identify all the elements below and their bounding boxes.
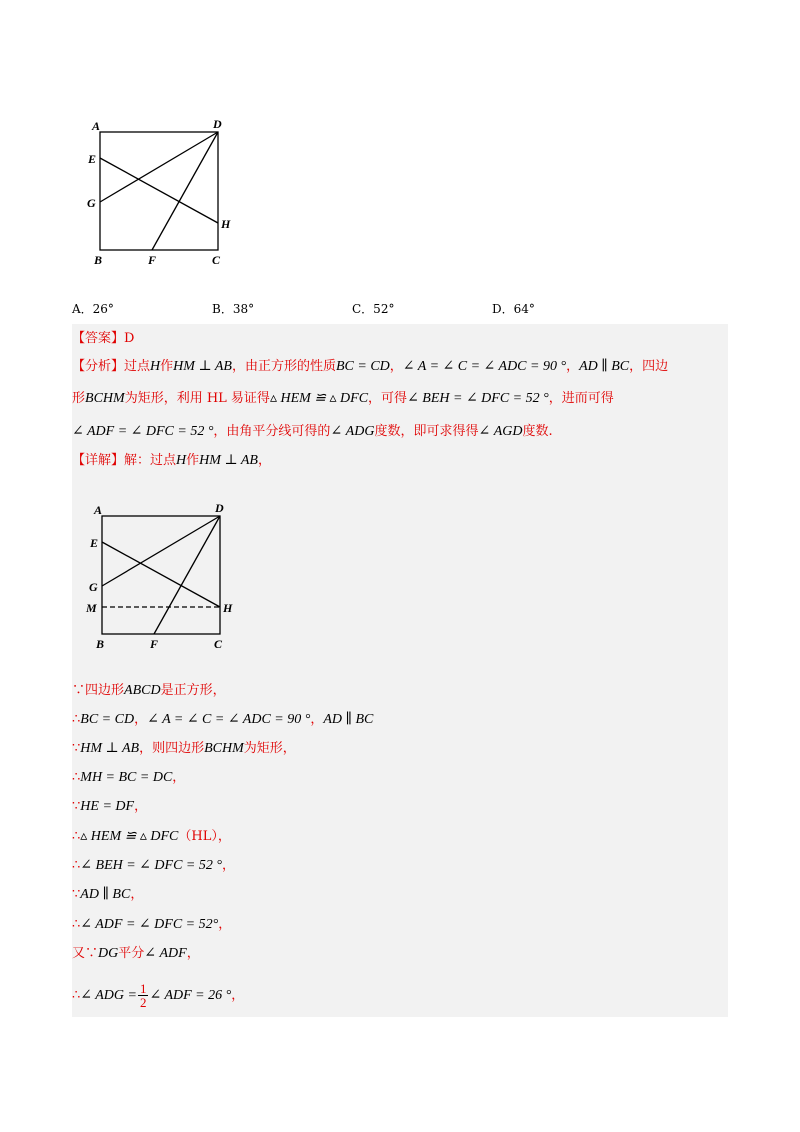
step-8 bbox=[72, 887, 143, 903]
text: 四边形 bbox=[85, 683, 125, 698]
step-4 bbox=[72, 770, 185, 786]
text: ， bbox=[231, 988, 245, 1003]
step-10 bbox=[72, 946, 200, 962]
math: ∠ ADG = bbox=[80, 988, 137, 1003]
segment-gd bbox=[100, 132, 218, 202]
label-h: H bbox=[221, 217, 231, 231]
analysis-line-1 bbox=[72, 359, 668, 375]
because-symbol: ∵ bbox=[72, 887, 81, 902]
math: ∠ ADF = ∠ DFC = 52 ° bbox=[72, 424, 214, 439]
text: ， bbox=[389, 359, 403, 374]
text: ， bbox=[172, 770, 186, 785]
segment-gd-2 bbox=[102, 516, 220, 586]
math: ABCD bbox=[124, 683, 161, 698]
text: ， bbox=[218, 917, 232, 932]
text: 度数. bbox=[522, 424, 553, 439]
math: BCHM bbox=[85, 391, 125, 406]
label-b: B bbox=[94, 253, 103, 267]
label-e: E bbox=[88, 152, 97, 166]
math: AD ∥ BC bbox=[80, 887, 131, 902]
text: 为矩形， bbox=[243, 741, 296, 756]
math: ∠ ADF = 26 ° bbox=[149, 988, 232, 1003]
choice-a: A．26° bbox=[72, 302, 114, 316]
label-b-2: B bbox=[96, 637, 105, 651]
analysis-line-2 bbox=[72, 391, 614, 407]
math: MH = BC = DC bbox=[80, 770, 173, 785]
segment-fd bbox=[152, 132, 218, 250]
math: AD ∥ BC bbox=[323, 712, 374, 727]
answer-line bbox=[72, 331, 134, 347]
label-f-2: F bbox=[150, 637, 159, 651]
math: HE = DF bbox=[80, 799, 135, 814]
detail-line-1 bbox=[72, 453, 271, 469]
math: ∠ ADF = ∠ DFC = 52° bbox=[80, 917, 219, 932]
step-5 bbox=[72, 799, 147, 815]
choice-b: B．38° bbox=[212, 302, 255, 316]
text: ， bbox=[257, 453, 271, 468]
text: ，则四边形 bbox=[139, 741, 205, 756]
text: 平分 bbox=[118, 946, 145, 961]
text: ， bbox=[310, 712, 324, 727]
therefore-symbol: ∴ bbox=[72, 988, 81, 1003]
analysis-tag: 【分析】 bbox=[72, 359, 125, 374]
math: ∠ AGD bbox=[478, 424, 523, 439]
text: 度数，即可求得得 bbox=[374, 424, 479, 439]
label-h-2: H bbox=[223, 601, 233, 615]
math: ▵ HEM ≌ ▵ DFC bbox=[80, 829, 179, 844]
fraction-half bbox=[138, 982, 149, 1009]
math: ∠ A = ∠ C = ∠ ADC = 90 ° bbox=[147, 712, 311, 727]
label-c-2: C bbox=[214, 637, 223, 651]
step-2 bbox=[72, 712, 373, 728]
label-d-2: D bbox=[215, 501, 224, 515]
text: ，进而可得 bbox=[548, 391, 614, 406]
math: H bbox=[150, 359, 161, 374]
answer-value: D bbox=[124, 331, 135, 346]
label-e-2: E bbox=[90, 536, 99, 550]
text: 又∵ bbox=[72, 946, 99, 961]
text: ， bbox=[134, 799, 148, 814]
label-c: C bbox=[212, 253, 221, 267]
text: 为矩形，利用 HL 易证得 bbox=[124, 391, 270, 406]
math: ▵ HEM ≌ ▵ DFC bbox=[269, 391, 369, 406]
geometry-figure-1 bbox=[80, 112, 250, 272]
therefore-symbol: ∴ bbox=[72, 858, 81, 873]
fraction-denominator: 2 bbox=[139, 995, 147, 1010]
label-g-2: G bbox=[89, 580, 98, 594]
therefore-symbol: ∴ bbox=[72, 712, 81, 727]
math: HM ⊥ AB bbox=[173, 359, 232, 374]
text: 作 bbox=[186, 453, 200, 468]
step-11 bbox=[72, 982, 244, 1009]
math: HM ⊥ AB bbox=[199, 453, 258, 468]
text: ， bbox=[221, 858, 235, 873]
math: ∠ ADG bbox=[330, 424, 375, 439]
because-symbol: ∵ bbox=[72, 799, 81, 814]
math: HM ⊥ AB bbox=[80, 741, 140, 756]
because-symbol: ∵ bbox=[72, 741, 81, 756]
math: BC = CD bbox=[335, 359, 390, 374]
math: DG bbox=[98, 946, 119, 961]
therefore-symbol: ∴ bbox=[72, 917, 81, 932]
math: BC = CD bbox=[80, 712, 135, 727]
text: ， bbox=[186, 946, 200, 961]
math: ∠ ADF bbox=[144, 946, 187, 961]
math: ∠ A = ∠ C = ∠ ADC = 90 ° bbox=[402, 359, 567, 374]
text: ，由正方形的性质 bbox=[231, 359, 336, 374]
text: 作 bbox=[160, 359, 174, 374]
label-a-2: A bbox=[94, 503, 103, 517]
step-6 bbox=[72, 829, 231, 845]
label-f: F bbox=[148, 253, 157, 267]
answer-tag: 【答案】 bbox=[72, 331, 125, 346]
text: （HL）， bbox=[178, 829, 231, 844]
analysis-line-3 bbox=[72, 424, 553, 440]
therefore-symbol: ∴ bbox=[72, 829, 81, 844]
label-d: D bbox=[213, 117, 222, 131]
text: 解：过点 bbox=[124, 453, 177, 468]
math: AD ∥ BC bbox=[579, 359, 630, 374]
step-1 bbox=[72, 683, 226, 699]
therefore-symbol: ∴ bbox=[72, 770, 81, 785]
text: 是正方形， bbox=[160, 683, 226, 698]
detail-tag: 【详解】 bbox=[72, 453, 125, 468]
label-a: A bbox=[92, 119, 101, 133]
text: ，可得 bbox=[368, 391, 408, 406]
math: ∠ BEH = ∠ DFC = 52 ° bbox=[80, 858, 222, 873]
fraction-numerator: 1 bbox=[139, 981, 147, 996]
step-3 bbox=[72, 741, 296, 757]
step-7 bbox=[72, 858, 235, 874]
text: ， bbox=[566, 359, 580, 374]
choice-d: D．64° bbox=[492, 302, 535, 316]
math: H bbox=[176, 453, 187, 468]
math: ∠ BEH = ∠ DFC = 52 ° bbox=[407, 391, 549, 406]
segment-fd-2 bbox=[154, 516, 220, 634]
step-9 bbox=[72, 917, 231, 933]
choice-c: C．52° bbox=[352, 302, 395, 316]
math: BCHM bbox=[204, 741, 244, 756]
label-m-2: M bbox=[86, 601, 97, 615]
geometry-figure-2 bbox=[82, 496, 252, 656]
text: ， bbox=[134, 712, 148, 727]
text: ， bbox=[130, 887, 144, 902]
text: ，由角平分线可得的 bbox=[213, 424, 331, 439]
text: 过点 bbox=[124, 359, 151, 374]
because-symbol: ∵ bbox=[72, 683, 86, 698]
label-g: G bbox=[87, 196, 96, 210]
text: 形 bbox=[72, 391, 86, 406]
choices-row bbox=[72, 300, 732, 318]
text: ，四边 bbox=[629, 359, 669, 374]
